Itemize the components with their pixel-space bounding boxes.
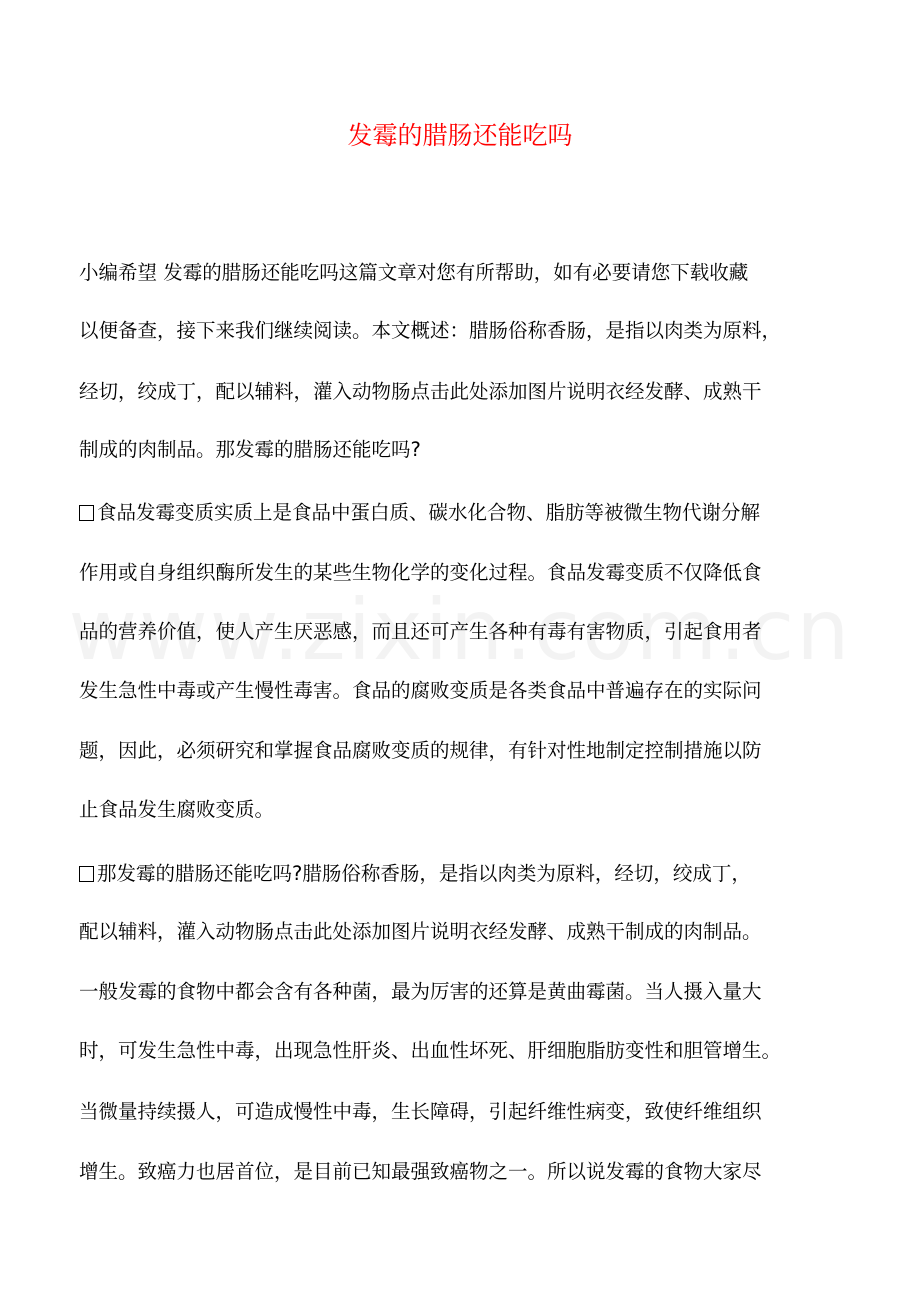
document-title: 发霉的腊肠还能吃吗 [347, 121, 573, 150]
paragraph-line: 题，因此，必须研究和掌握食品腐败变质的规律，有针对性地制定控制措施以防 [79, 739, 762, 762]
paragraph-line: 一般发霉的食物中都会含有各种菌，最为厉害的还算是黄曲霉菌。当人摄入量大 [79, 980, 762, 1003]
paragraph-line [79, 498, 760, 528]
paragraph-line: 发生急性中毒或产生慢性毒害。食品的腐败变质是各类食品中普遍存在的实际问 [79, 679, 762, 702]
paragraph-line: 制成的肉制品。那发霉的腊肠还能吃吗? [79, 438, 421, 461]
checkbox-square-icon [79, 505, 94, 521]
paragraph-line [79, 859, 751, 889]
paragraph-line: 配以辅料，灌入动物肠点击此处添加图片说明衣经发酵、成熟干制成的肉制品。 [79, 920, 762, 943]
checkbox-square-icon [79, 866, 94, 882]
paragraph-line: 作用或自身组织酶所发生的某些生物化学的变化过程。食品发霉变质不仅降低食 [79, 561, 762, 584]
paragraph-line: 品的营养价值，使人产生厌恶感，而且还可产生各种有毒有害物质，引起食用者 [79, 620, 762, 643]
paragraph-line: 以便备查，接下来我们继续阅读。本文概述：腊肠俗称香肠，是指以肉类为原料， [79, 319, 782, 342]
paragraph-text: 食品发霉变质实质上是食品中蛋白质、碳水化合物、脂肪等被微生物代谢分解 [97, 501, 761, 524]
paragraph-line: 经切，绞成丁，配以辅料，灌入动物肠点击此处添加图片说明衣经发酵、成熟干 [79, 380, 762, 403]
paragraph-text: 那发霉的腊肠还能吃吗?腊肠俗称香肠，是指以肉类为原料，经切，绞成丁， [97, 862, 751, 885]
paragraph-line: 小编希望 发霉的腊肠还能吃吗这篇文章对您有所帮助，如有必要请您下载收藏 [79, 261, 749, 284]
paragraph-line: 止食品发生腐败变质。 [79, 798, 275, 821]
paragraph-line: 时，可发生急性中毒，出现急性肝炎、出血性坏死、肝细胞脂肪变性和胆管增生。 [79, 1039, 782, 1062]
paragraph-line: 当微量持续摄人，可造成慢性中毒，生长障碍，引起纤维性病变，致使纤维组织 [79, 1100, 762, 1123]
paragraph-line: 增生。致癌力也居首位，是目前已知最强致癌物之一。所以说发霉的食物大家尽 [79, 1160, 762, 1183]
